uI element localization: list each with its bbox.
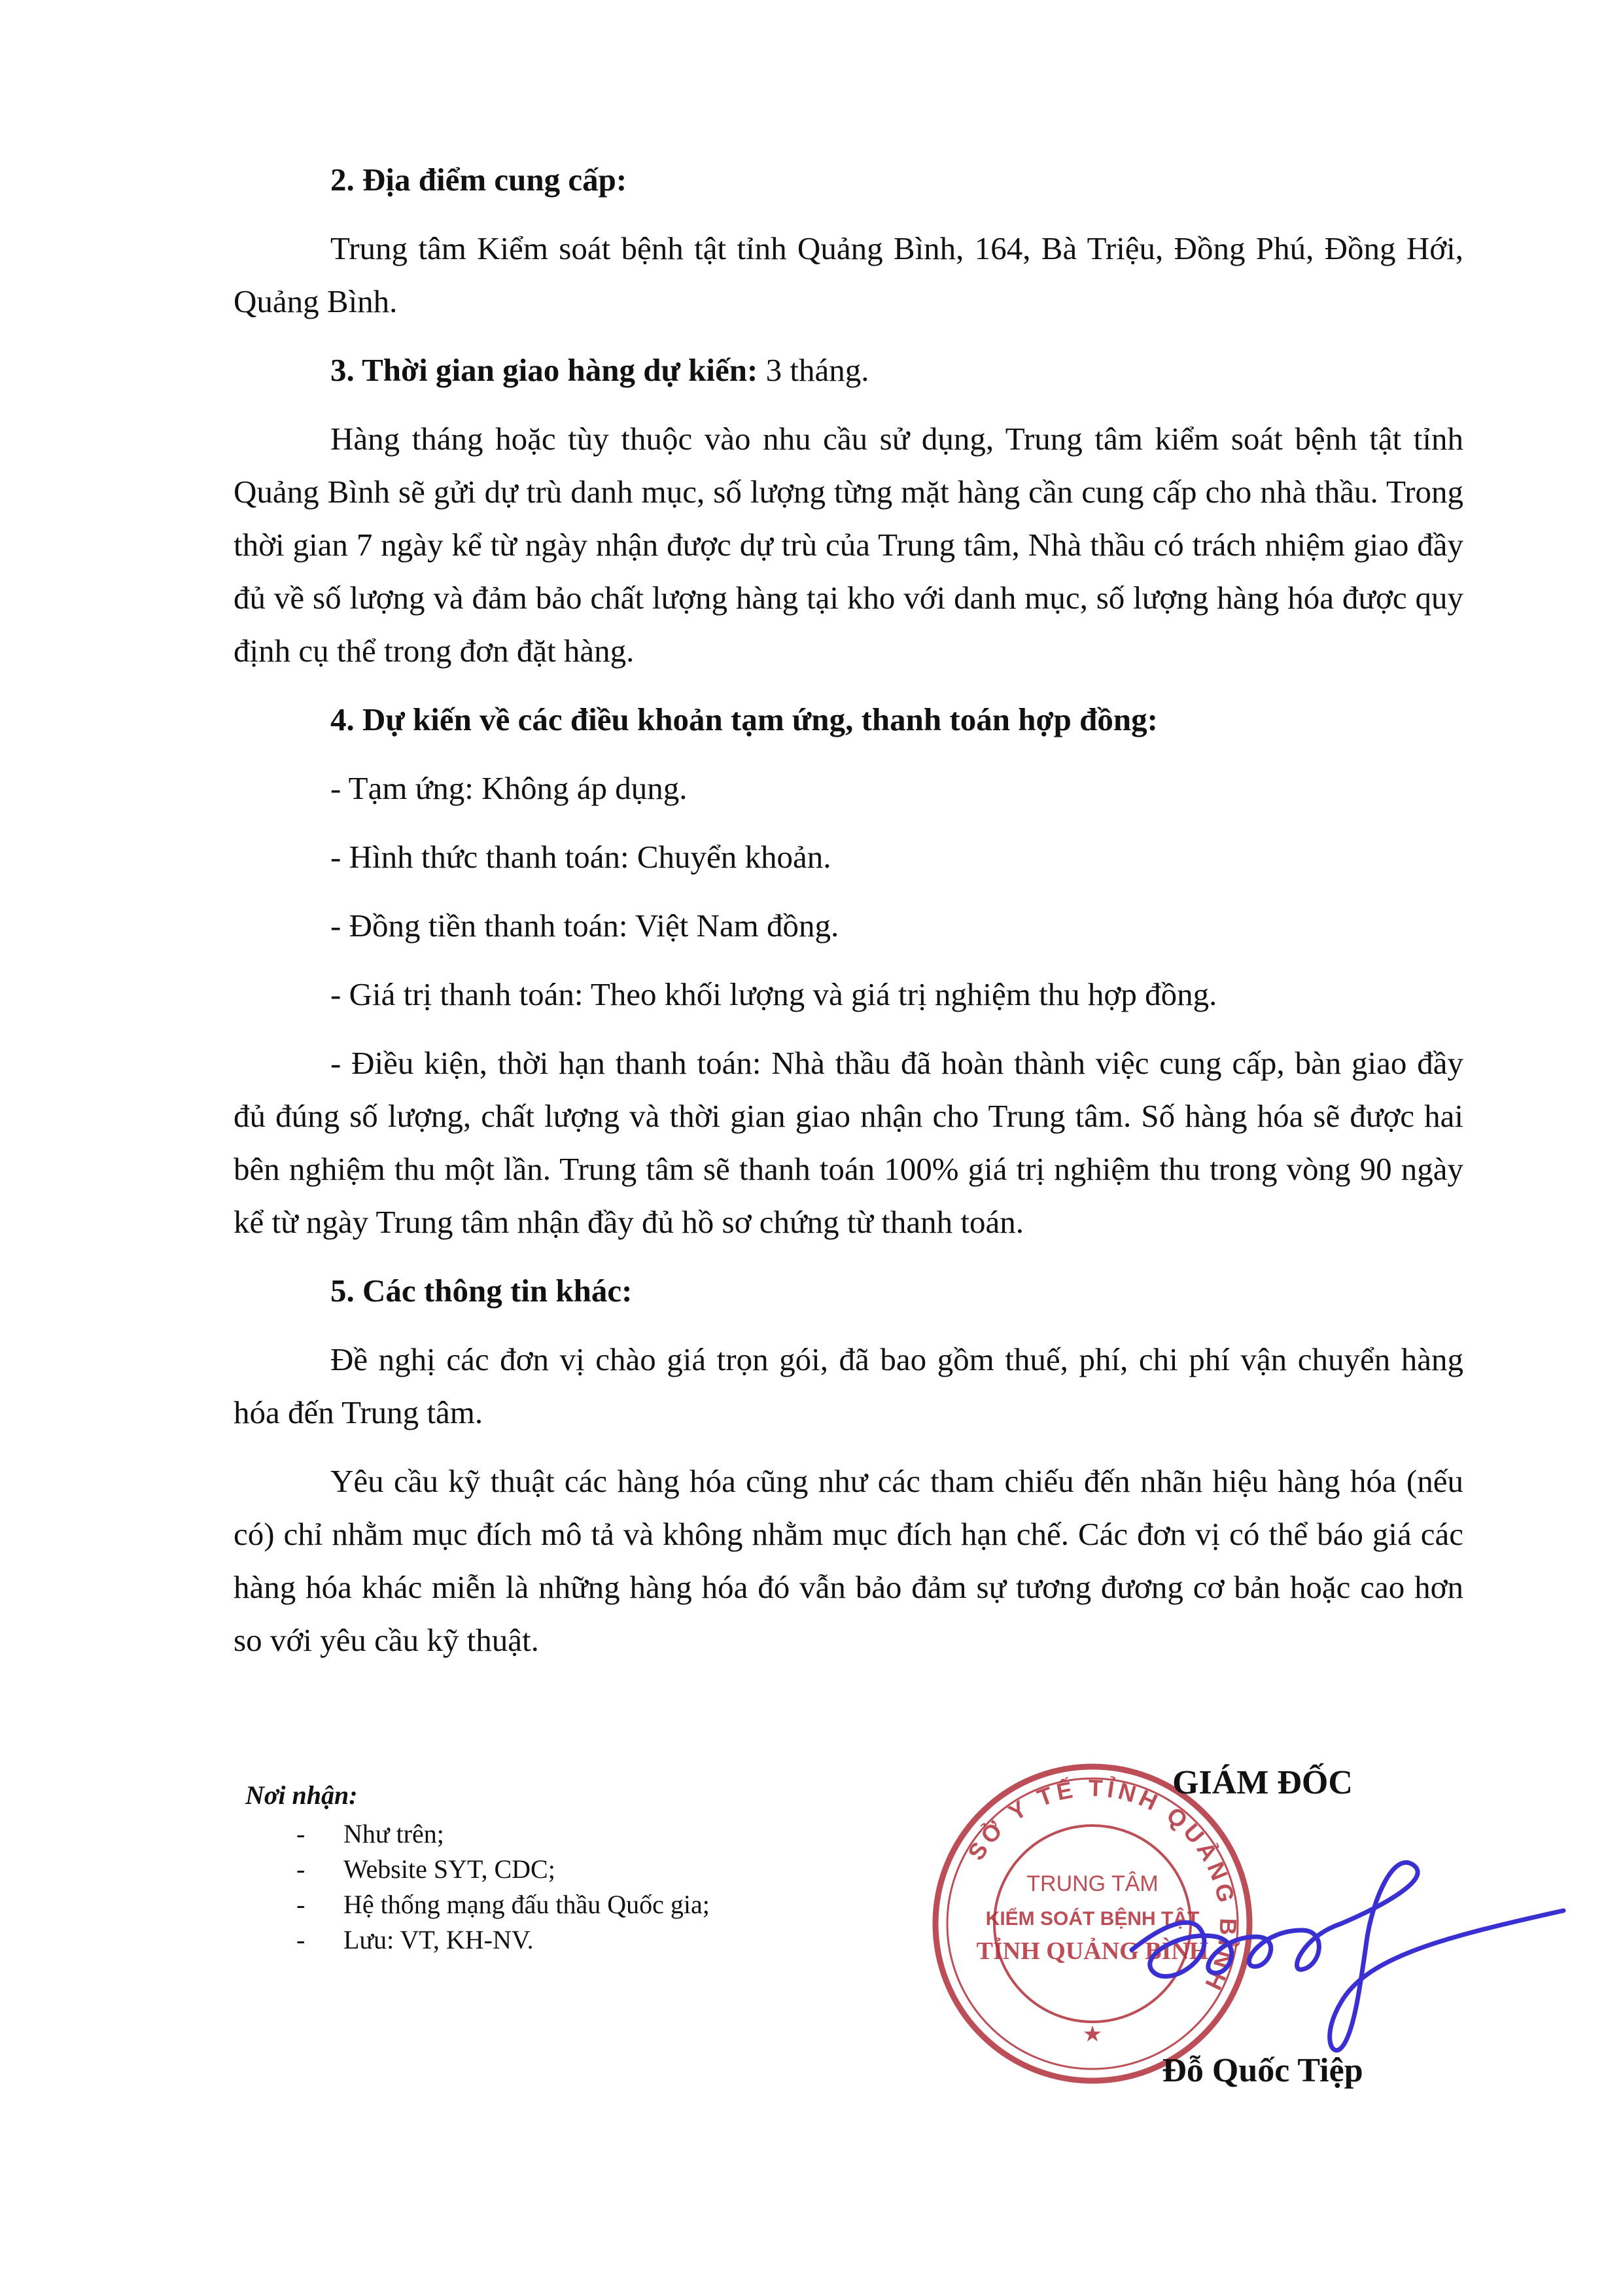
- delivery-heading-label: 3. Thời gian giao hàng dự kiến:: [330, 352, 758, 388]
- other-paragraph: Đề nghị các đơn vị chào giá trọn gói, đã bao gồm thuế, phí, chi phí vận chuyển hàng hóa đến Trung tâm.: [234, 1341, 1463, 1430]
- section-heading-other: 5. Các thông tin khác:: [330, 1273, 633, 1309]
- location-text: Trung tâm Kiểm soát bệnh tật tỉnh Quảng Bình, 164, Bà Triệu, Đồng Phú, Đồng Hới, Quảng Bình.: [234, 230, 1463, 319]
- stamp-arc-text: SỞ Y TẾ TỈNH QUẢNG BÌNH: [962, 1774, 1242, 1998]
- payment-item-currency: - Đồng tiền thanh toán: Việt Nam đồng.: [330, 908, 839, 944]
- delivery-text: Hàng tháng hoặc tùy thuộc vào nhu cầu sử dụng, Trung tâm kiểm soát bệnh tật tỉnh Quảng Bình sẽ gửi dự trù danh mục, số lượng từng mặt hàng cần cung cấp cho nhà thầu. Trong thời gian 7 ngày kể từ ngày nhận được dự trù của Trung tâm, Nhà thầu có trách nhiệm giao đầy đủ về số lượng và đảm bảo chất lượng hàng tại kho với danh mục, số lượng hàng hóa được quy định cụ thể trong đơn đặt hàng.: [234, 421, 1463, 669]
- stamp-line-1: TRUNG TÂM: [1026, 1871, 1159, 1896]
- recipient-item: - Website SYT, CDC;: [245, 1852, 834, 1887]
- payment-item-advance: - Tạm ứng: Không áp dụng.: [330, 770, 688, 806]
- section-heading-delivery: [234, 344, 1463, 397]
- recipient-item: - Hệ thống mạng đấu thầu Quốc gia;: [245, 1887, 834, 1922]
- recipients-block: [245, 1778, 834, 1958]
- handwritten-signature-icon: [1106, 1839, 1577, 2074]
- list-dash: -: [296, 1890, 305, 1919]
- section-heading-location: 2. Địa điểm cung cấp:: [330, 162, 627, 198]
- other-paragraph: Yêu cầu kỹ thuật các hàng hóa cũng như các tham chiếu đến nhãn hiệu hàng hóa (nếu có) chỉ nhằm mục đích mô tả và không nhằm mục đích hạn chế. Các đơn vị có thể báo giá các hàng hóa khác miễn là những hàng hóa đó vẫn bảo đảm sự tương đương cơ bản hoặc cao hơn so với yêu cầu kỹ thuật.: [234, 1463, 1463, 1658]
- recipients-title: Nơi nhận:: [245, 1780, 358, 1810]
- list-dash: -: [296, 1854, 305, 1884]
- list-dash: -: [296, 1819, 305, 1848]
- delivery-value: 3 tháng.: [758, 352, 869, 388]
- recipient-item: - Lưu: VT, KH-NV.: [245, 1922, 834, 1958]
- payment-item-method: - Hình thức thanh toán: Chuyển khoản.: [330, 839, 831, 875]
- signature-block: [929, 1760, 1583, 2127]
- recipient-item: - Như trên;: [245, 1816, 834, 1852]
- payment-item-conditions: - Điều kiện, thời hạn thanh toán: Nhà thầu đã hoàn thành việc cung cấp, bàn giao đầy đủ đúng số lượng, chất lượng và thời gian giao nhận cho Trung tâm. Số hàng hóa sẽ được hai bên nghiệm thu một lần. Trung tâm sẽ thanh toán 100% giá trị nghiệm thu trong vòng 90 ngày kể từ ngày Trung tâm nhận đầy đủ hồ sơ chứng từ thanh toán.: [234, 1045, 1463, 1240]
- stamp-line-2: KIỂM SOÁT BỆNH TẬT: [985, 1908, 1200, 1930]
- recipients-list: [245, 1816, 834, 1958]
- section-heading-payment: 4. Dự kiến về các điều khoản tạm ứng, thanh toán hợp đồng:: [330, 701, 1158, 737]
- director-title: GIÁM ĐỐC: [1172, 1764, 1353, 1801]
- document-body: [234, 153, 1463, 1682]
- payment-item-value: - Giá trị thanh toán: Theo khối lượng và giá trị nghiệm thu hợp đồng.: [330, 976, 1217, 1012]
- list-dash: -: [296, 1925, 305, 1954]
- stamp-line-3: TỈNH QUẢNG BÌNH: [976, 1937, 1209, 1965]
- svg-text:★: ★: [1082, 2021, 1103, 2047]
- director-name: Đỗ Quốc Tiệp: [1162, 2052, 1363, 2089]
